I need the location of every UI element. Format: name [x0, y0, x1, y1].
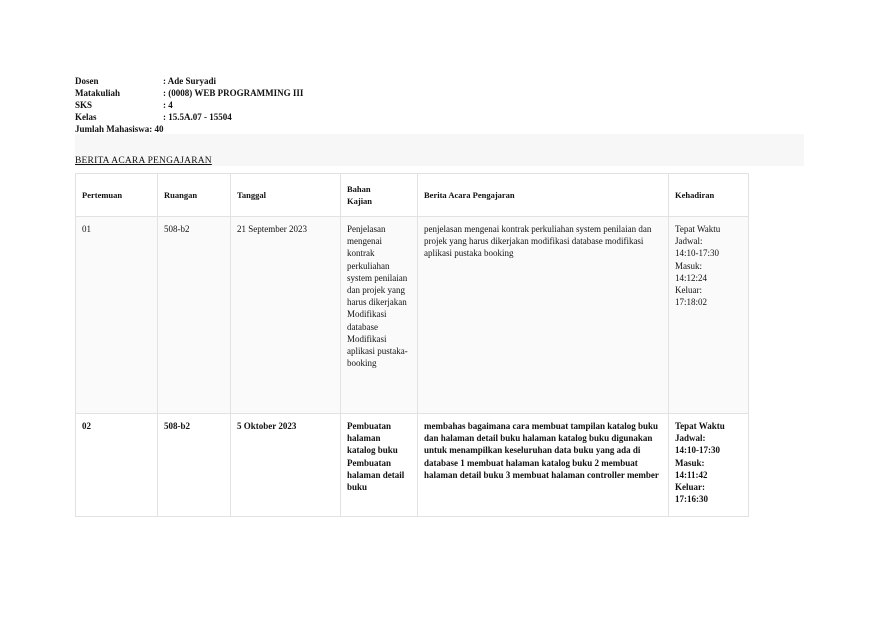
header-pertemuan: Pertemuan [76, 174, 158, 217]
kehadiran-jadwal-label: Jadwal: [675, 433, 706, 444]
info-kelas [75, 111, 303, 123]
header-ruangan: Ruangan [158, 174, 231, 217]
info-value: : 4 [163, 100, 173, 110]
kehadiran-masuk-label: Masuk: [675, 260, 702, 271]
table-row [76, 414, 749, 517]
info-value: : 15.5A.07 - 15504 [163, 112, 232, 122]
kehadiran-keluar-label: Keluar: [675, 482, 705, 493]
kehadiran-jadwal-label: Jadwal: [675, 236, 703, 247]
section-title: BERITA ACARA PENGAJARAN [75, 156, 212, 166]
info-label: SKS [75, 100, 93, 110]
header-bahan-line2: Kajian [347, 196, 373, 206]
cell-tanggal: 5 Oktober 2023 [231, 414, 341, 517]
cell-kehadiran [669, 217, 749, 414]
info-value: : Ade Suryadi [163, 76, 217, 86]
info-label: Jumlah Mahasiswa [75, 124, 150, 134]
cell-berita-acara: penjelasan mengenai kontrak perkuliahan system penilaian dan projek yang harus dikerjakan modifikasi database modifikasi aplikasi pustaka booking [418, 217, 669, 414]
header-tanggal: Tanggal [231, 174, 341, 217]
info-value: : 40 [149, 124, 164, 134]
kehadiran-status: Tepat Waktu [675, 421, 725, 431]
berita-acara-table [75, 173, 749, 517]
course-info [75, 75, 303, 135]
header-bahan-kajian [341, 174, 418, 217]
info-label: Dosen [75, 76, 99, 86]
info-value: : (0008) WEB PROGRAMMING III [163, 88, 304, 98]
kehadiran-keluar-label: Keluar: [675, 285, 702, 296]
info-label: Matakuliah [75, 88, 121, 98]
info-sks [75, 99, 303, 111]
kehadiran-masuk: 14:12:24 [675, 272, 708, 283]
cell-pertemuan: 02 [76, 414, 158, 517]
table-row [76, 217, 749, 414]
table-header-row [76, 174, 749, 217]
cell-kehadiran [669, 414, 749, 517]
kehadiran-keluar: 17:16:30 [675, 494, 708, 505]
header-berita-acara: Berita Acara Pengajaran [418, 174, 669, 217]
kehadiran-status: Tepat Waktu [675, 224, 721, 234]
kehadiran-masuk-label: Masuk: [675, 457, 705, 468]
cell-ruangan: 508-b2 [158, 217, 231, 414]
kehadiran-jadwal: 14:10-17:30 [675, 445, 720, 456]
header-kehadiran: Kehadiran [669, 174, 749, 217]
kehadiran-masuk: 14:11:42 [675, 469, 708, 480]
cell-tanggal: 21 September 2023 [231, 217, 341, 414]
info-label: Kelas [75, 112, 97, 122]
info-dosen [75, 75, 303, 87]
info-matakuliah [75, 87, 303, 99]
kehadiran-jadwal: 14:10-17:30 [675, 248, 719, 259]
cell-bahan-kajian: Pembuatan halaman katalog buku Pembuatan halaman detail buku [341, 414, 418, 517]
cell-bahan-kajian: Penjelasan mengenai kontrak perkuliahan system penilaian dan projek yang harus dikerjakan Modifikasi database Modifikasi aplikasi pustaka-booking [341, 217, 418, 414]
cell-ruangan: 508-b2 [158, 414, 231, 517]
header-bahan-line1: Bahan [347, 183, 371, 194]
cell-pertemuan: 01 [76, 217, 158, 414]
kehadiran-keluar: 17:18:02 [675, 297, 708, 308]
cell-berita-acara: membahas bagaimana cara membuat tampilan katalog buku dan halaman detail buku halaman katalog buku digunakan untuk menampilkan keseluruhan data buku yang ada di database 1 membuat halaman katalog buku 2 membuat halaman detail buku 3 membuat halaman controller member [418, 414, 669, 517]
